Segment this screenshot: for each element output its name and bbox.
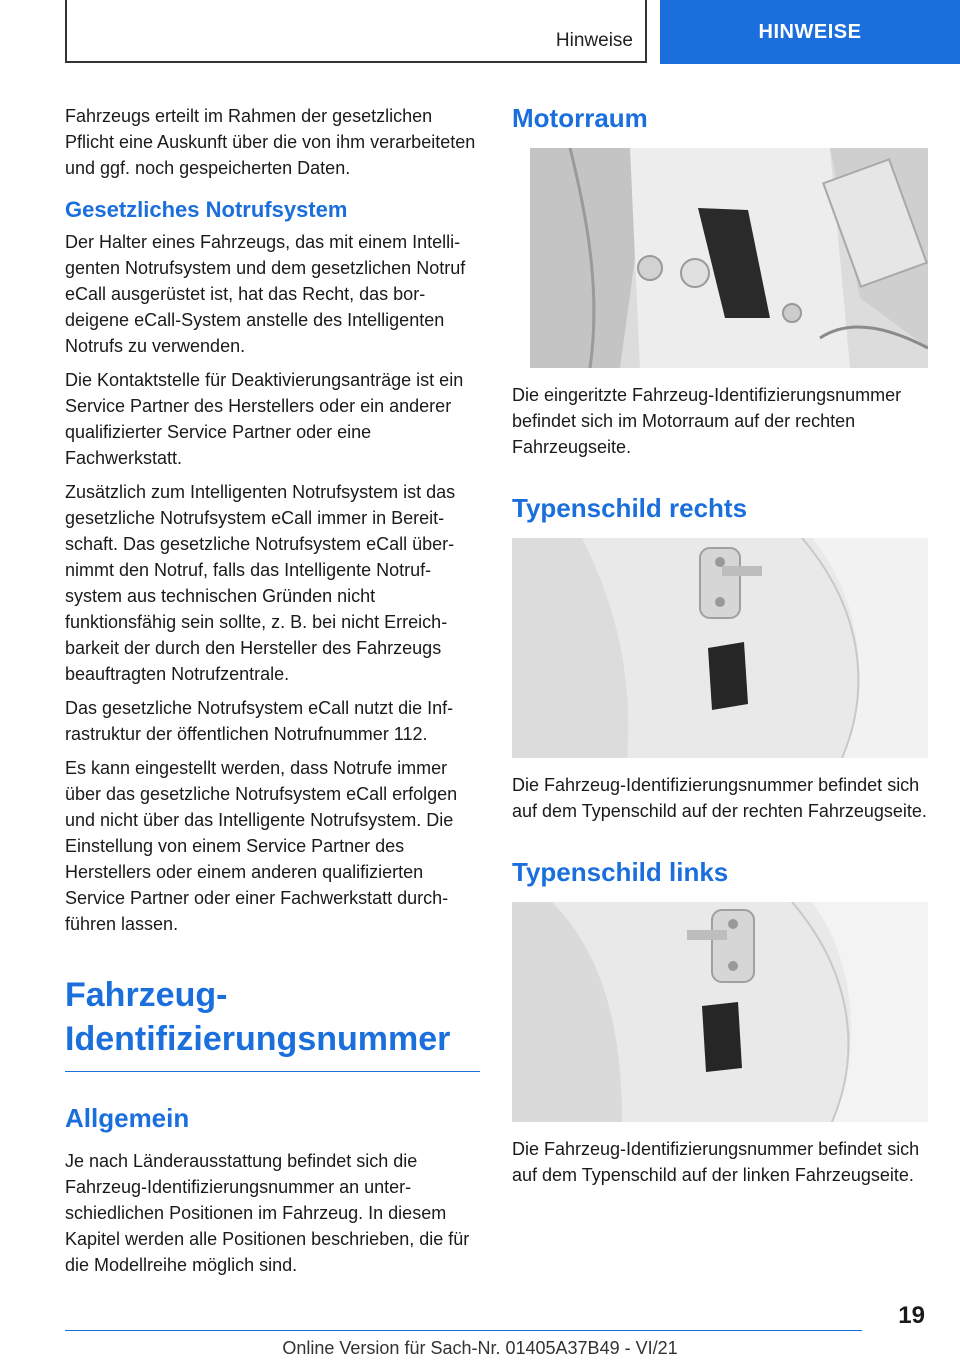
typenschild-links-image bbox=[512, 902, 928, 1122]
motorraum-heading: Motorraum bbox=[512, 103, 648, 133]
header-section-label: Hinweise bbox=[555, 30, 633, 51]
footer-text: Online Version für Sach-Nr. 01405A37B49 - VI/21 bbox=[282, 1338, 678, 1358]
footer-divider bbox=[65, 1330, 862, 1331]
typenschild-links-heading: Typenschild links bbox=[512, 857, 729, 887]
motorraum-caption: Die eingeritzte Fahrzeug-Identifizierungsnummer befindet sich im Motorraum auf der rechten Fahrzeugseite. bbox=[512, 385, 902, 457]
notruf-paragraph-5: Es kann eingestellt werden, dass Notrufe immer über das gesetzliche Notrufsystem eCall erfolgen und nicht über das Intelligente Notrufsystem. Die Einstellung von einem Service Partner des Herstellers oder einem anderen qualifizierten Service Partner oder einer Fachwerkstatt durchführen lassen. bbox=[65, 758, 458, 934]
allgemein-paragraph: Je nach Länderausstattung befindet sich die Fahrzeug-Identifizierungsnummer an unterschiedlichen Positionen im Fahrzeug. In diesem Kapitel werden alle Positionen beschrieben, die für die Modellreihe möglich sind. bbox=[65, 1151, 470, 1275]
notruf-paragraph-3: Zusätzlich zum Intelligenten Notrufsystem ist das gesetzliche Notrufsystem eCall immer in Bereitschaft. Das gesetzliche Notrufsystem eCall übernimmt den Notruf, falls das Intelligente Notrufsystem aus technischen Gründen nicht funktionsfähig sein sollte, z. B. bei nicht Erreichbarkeit der durch den Hersteller des Fahrzeugs beauftragten Notrufzentrale. bbox=[65, 482, 456, 684]
motorraum-image bbox=[530, 148, 928, 368]
header-box bbox=[65, 0, 647, 63]
typenschild-rechts-image bbox=[512, 538, 928, 758]
allgemein-heading: Allgemein bbox=[65, 1103, 190, 1133]
fin-heading: Fahrzeug-Identifizierungsnummer bbox=[65, 973, 480, 1072]
door-jamb-right-illustration bbox=[512, 538, 928, 758]
notruf-paragraph-1: Der Halter eines Fahrzeugs, das mit einem Intelligenten Notrufsystem und dem gesetzlichen Notruf eCall ausgerüstet ist, hat das Recht, das bordeigene eCall-System anstelle des Intelligenten Notrufs zu verwenden. bbox=[65, 232, 466, 356]
left-column bbox=[65, 103, 480, 1286]
door-jamb-left-illustration bbox=[512, 902, 928, 1122]
intro-paragraph: Fahrzeugs erteilt im Rahmen der gesetzlichen Pflicht eine Auskunft über die von ihm verarbeiteten und ggf. noch gespeicherten Daten. bbox=[65, 106, 476, 178]
right-column bbox=[512, 100, 930, 1218]
notruf-paragraph-2: Die Kontaktstelle für Deaktivierungsanträge ist ein Service Partner des Herstellers oder ein anderer qualifizierter Service Partner oder eine Fachwerkstatt. bbox=[65, 370, 464, 468]
typenschild-rechts-caption: Die Fahrzeug-Identifizierungsnummer befindet sich auf dem Typenschild auf der rechten Fahrzeugseite. bbox=[512, 775, 927, 821]
header-tab: HINWEISE bbox=[660, 0, 960, 64]
typenschild-links-caption: Die Fahrzeug-Identifizierungsnummer befindet sich auf dem Typenschild auf der linken Fahrzeugseite. bbox=[512, 1139, 920, 1185]
notruf-paragraph-4: Das gesetzliche Notrufsystem eCall nutzt die Infrastruktur der öffentlichen Notrufnummer 112. bbox=[65, 698, 454, 744]
typenschild-rechts-heading: Typenschild rechts bbox=[512, 493, 748, 523]
notruf-heading: Gesetzliches Notrufsystem bbox=[65, 197, 348, 222]
engine-bay-illustration bbox=[530, 148, 928, 368]
page-number: 19 bbox=[898, 1302, 925, 1329]
